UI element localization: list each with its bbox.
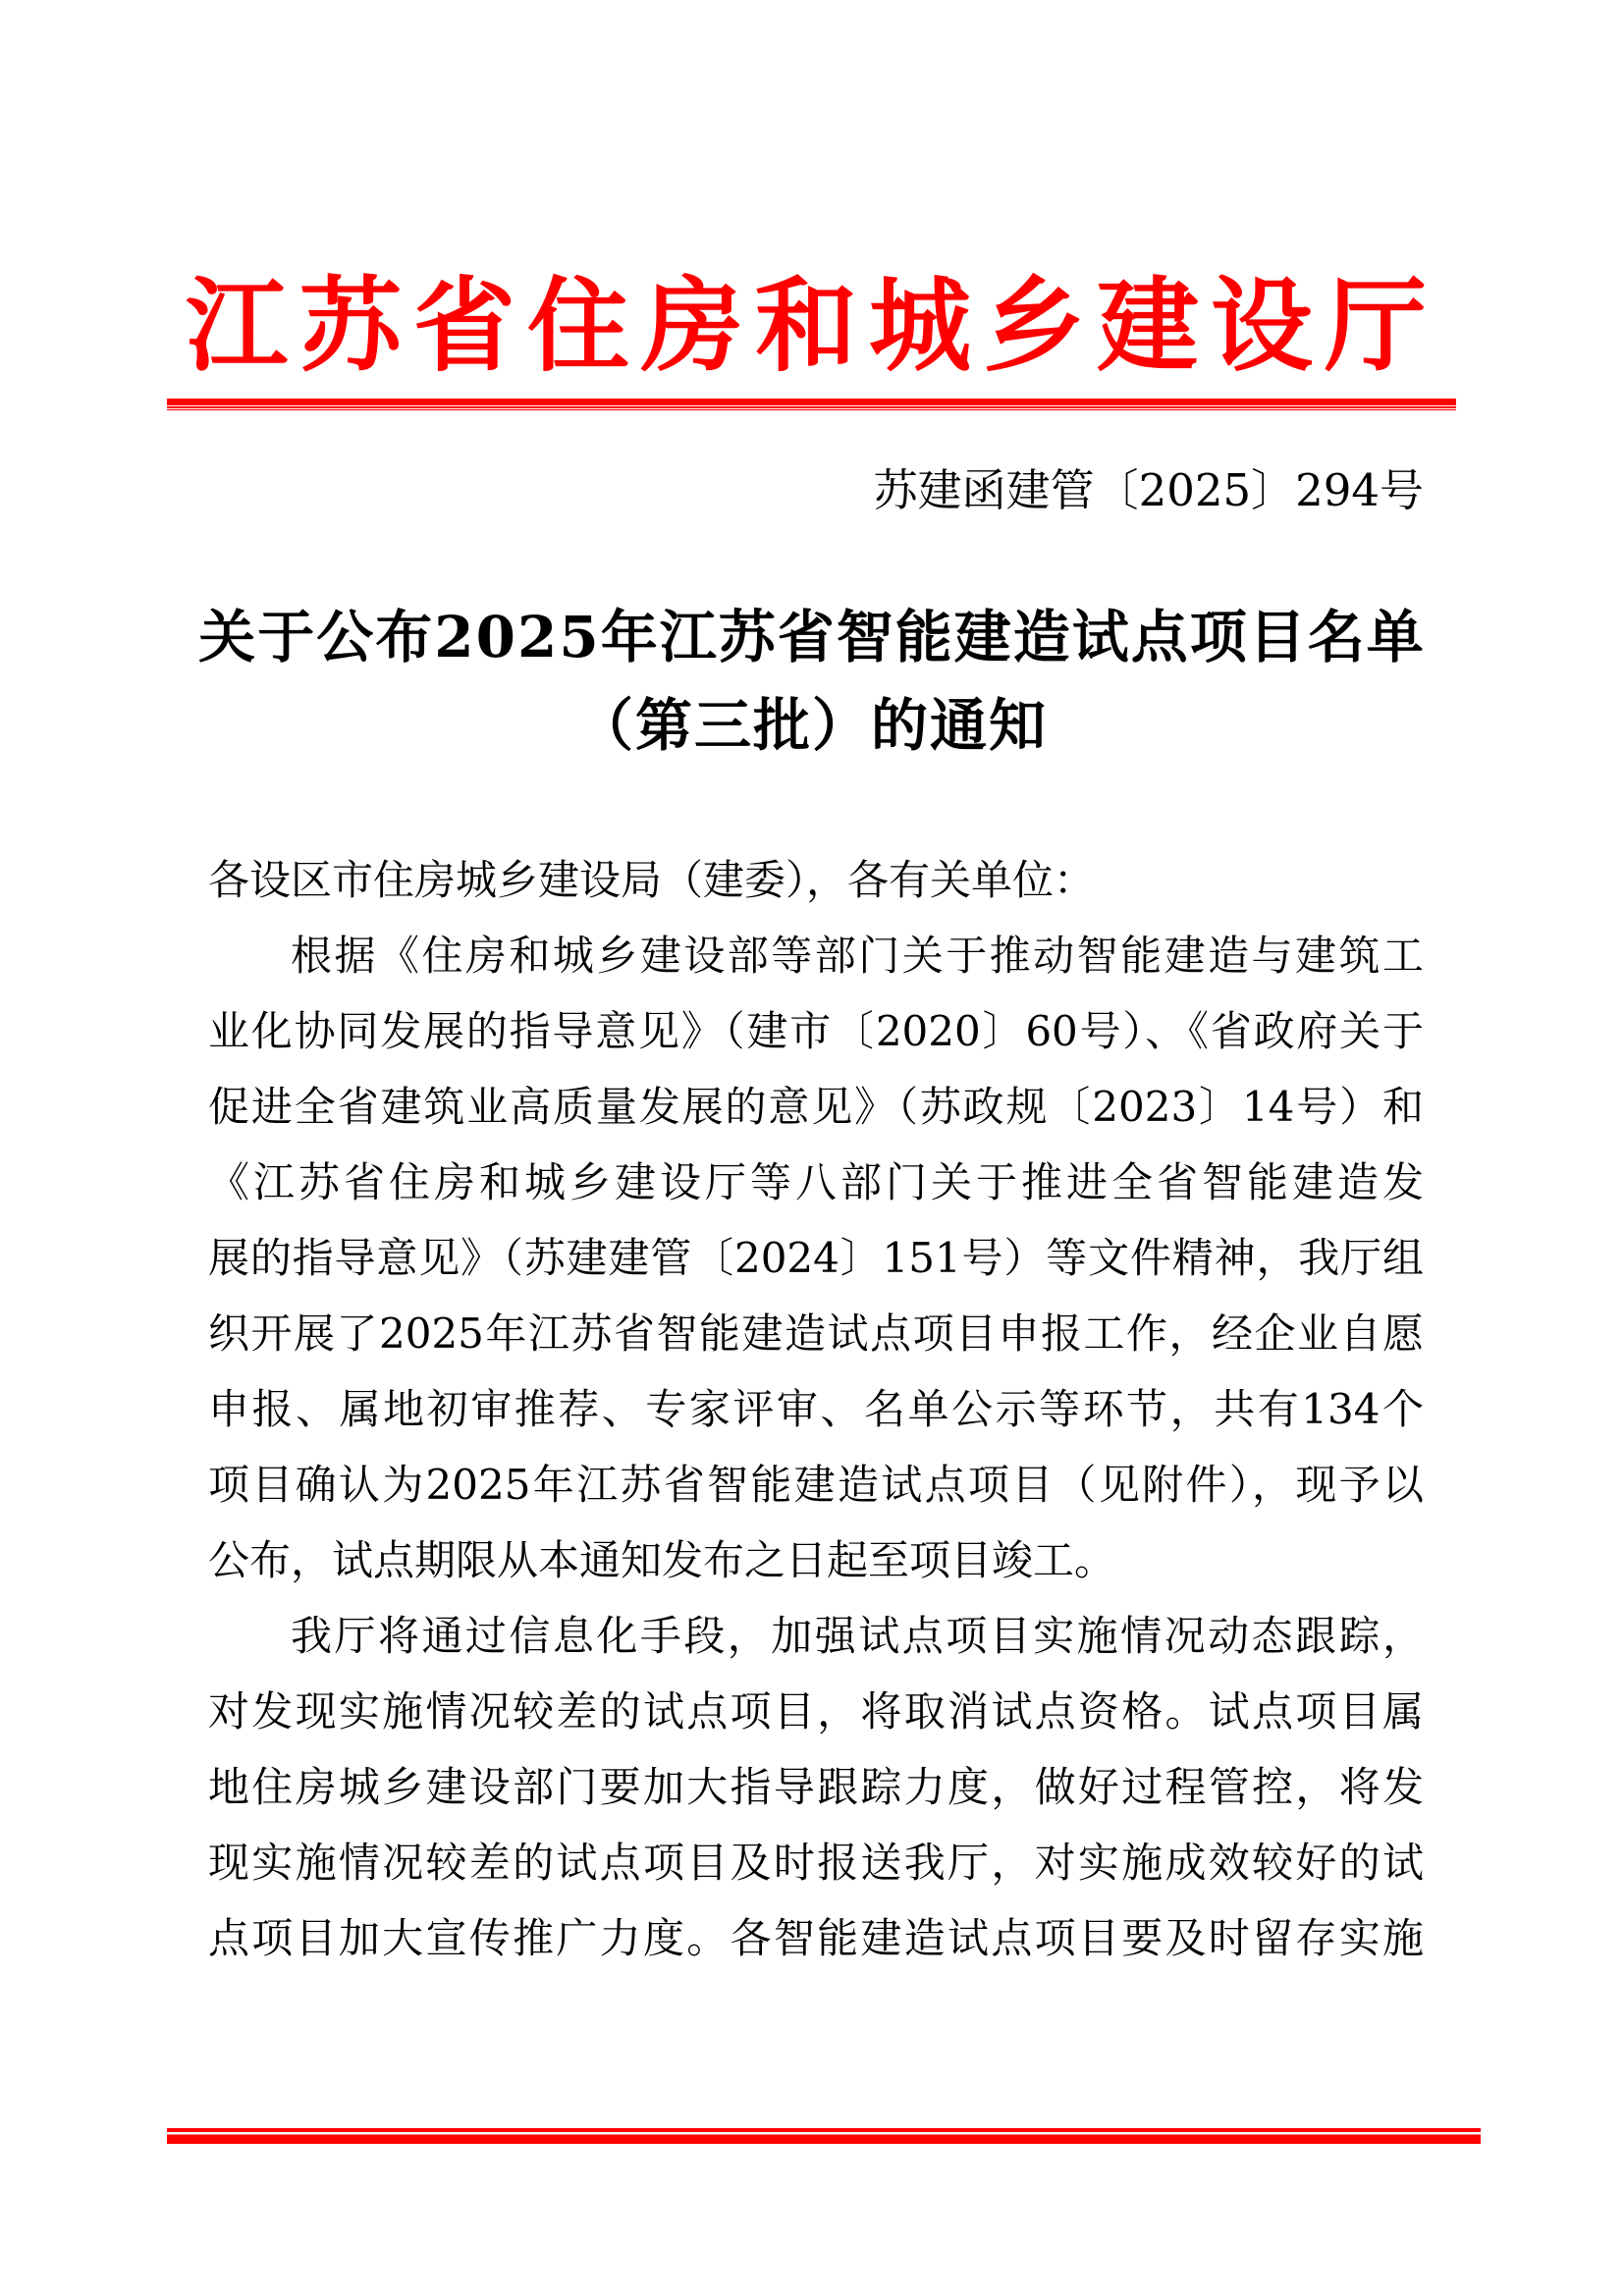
notice-title-line2: （第三批）的通知	[575, 692, 1048, 759]
body-line: 织开展了2025年江苏省智能建造试点项目申报工作，经企业自愿	[208, 1309, 1424, 1358]
masthead-divider-rule	[167, 399, 1456, 411]
body-line: 项目确认为2025年江苏省智能建造试点项目（见附件），现予以	[208, 1461, 1424, 1509]
notice-body	[208, 842, 1424, 1976]
body-line: 展的指导意见》（苏建建管〔2024〕151号）等文件精神，我厅组	[208, 1234, 1424, 1282]
body-line: 根据《住房和城乡建设部等部门关于推动智能建造与建筑工	[291, 932, 1424, 980]
notice-title	[0, 593, 1624, 770]
body-line: 促进全省建筑业高质量发展的意见》（苏政规〔2023〕14号）和	[208, 1083, 1424, 1131]
body-line: 对发现实施情况较差的试点项目，将取消试点资格。试点项目属	[208, 1687, 1424, 1735]
body-line: 业化协同发展的指导意见》（建市〔2020〕60号）、《省政府关于	[208, 1007, 1424, 1055]
body-line: 申报、属地初审推荐、专家评审、名单公示等环节，共有134个	[208, 1385, 1424, 1433]
body-line: 点项目加大宣传推广力度。各智能建造试点项目要及时留存实施	[208, 1914, 1424, 1962]
body-line: 现实施情况较差的试点项目及时报送我厅，对实施成效较好的试	[208, 1839, 1424, 1887]
document-number: 苏建函建管〔2025〕294号	[873, 464, 1424, 516]
body-line: 地住房城乡建设部门要加大指导跟踪力度，做好过程管控，将发	[208, 1763, 1424, 1811]
body-line: 《江苏省住房和城乡建设厅等八部门关于推进全省智能建造发	[208, 1158, 1424, 1206]
body-line: 我厅将通过信息化手段，加强试点项目实施情况动态跟踪，	[291, 1612, 1424, 1660]
notice-title-line1: 关于公布2025年江苏省智能建造试点项目名单	[198, 604, 1426, 670]
salutation-line: 各设区市住房城乡建设局（建委），各有关单位：	[208, 856, 1096, 904]
footer-divider-rule	[167, 2128, 1481, 2144]
body-line: 公布，试点期限从本通知发布之日起至项目竣工。	[208, 1536, 1116, 1584]
agency-masthead: 江苏省住房和城乡建设厅	[185, 265, 1438, 386]
